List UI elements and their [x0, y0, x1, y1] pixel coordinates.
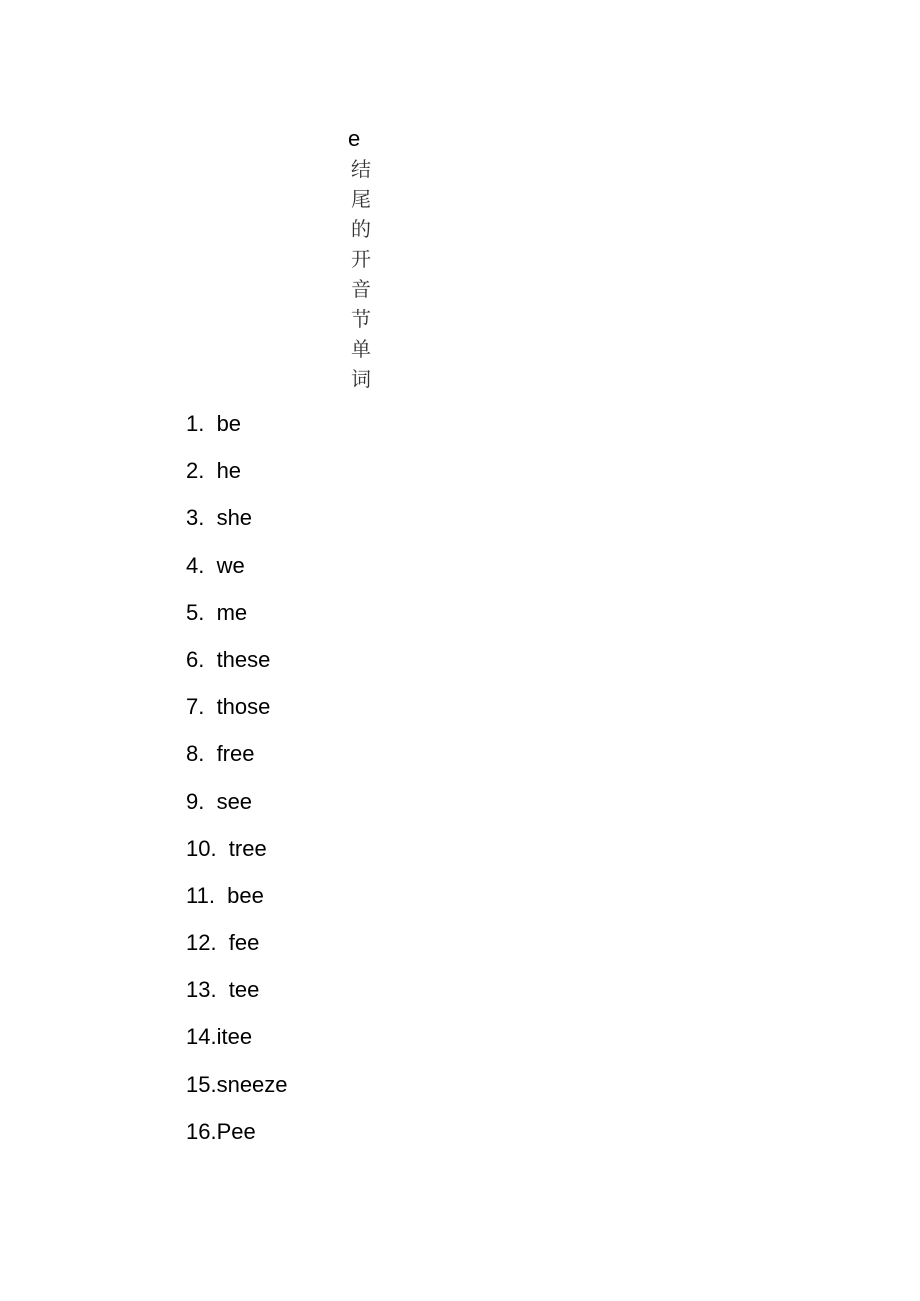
title-char: 单	[351, 337, 371, 361]
title-char: 尾	[351, 187, 371, 211]
list-item: 4. we	[186, 552, 245, 578]
title-char: e	[348, 126, 361, 151]
list-item: 2. he	[186, 458, 242, 484]
list-item: 7. those	[186, 694, 271, 720]
title-char: 词	[351, 367, 371, 391]
list-item: 9. see	[186, 788, 253, 814]
title-char: 的	[351, 217, 371, 241]
word-list	[186, 408, 288, 1163]
list-item: 16.Pee	[186, 1118, 256, 1144]
list-item: 12. fee	[186, 930, 260, 956]
list-item: 14.itee	[186, 1024, 253, 1050]
list-item: 13. tee	[186, 977, 260, 1003]
list-item: 10. tree	[186, 835, 267, 861]
list-item: 15.sneeze	[186, 1071, 288, 1097]
page-title	[346, 124, 376, 394]
title-char: 节	[351, 307, 371, 331]
title-char: 结	[351, 157, 371, 181]
list-item: 5. me	[186, 599, 248, 625]
list-item: 3. she	[186, 505, 253, 531]
title-char: 开	[351, 247, 371, 271]
list-item: 11. bee	[186, 882, 264, 908]
title-char: 音	[351, 277, 371, 301]
list-item: 1. be	[186, 411, 242, 436]
list-item: 8. free	[186, 741, 255, 767]
list-item: 6. these	[186, 646, 271, 672]
